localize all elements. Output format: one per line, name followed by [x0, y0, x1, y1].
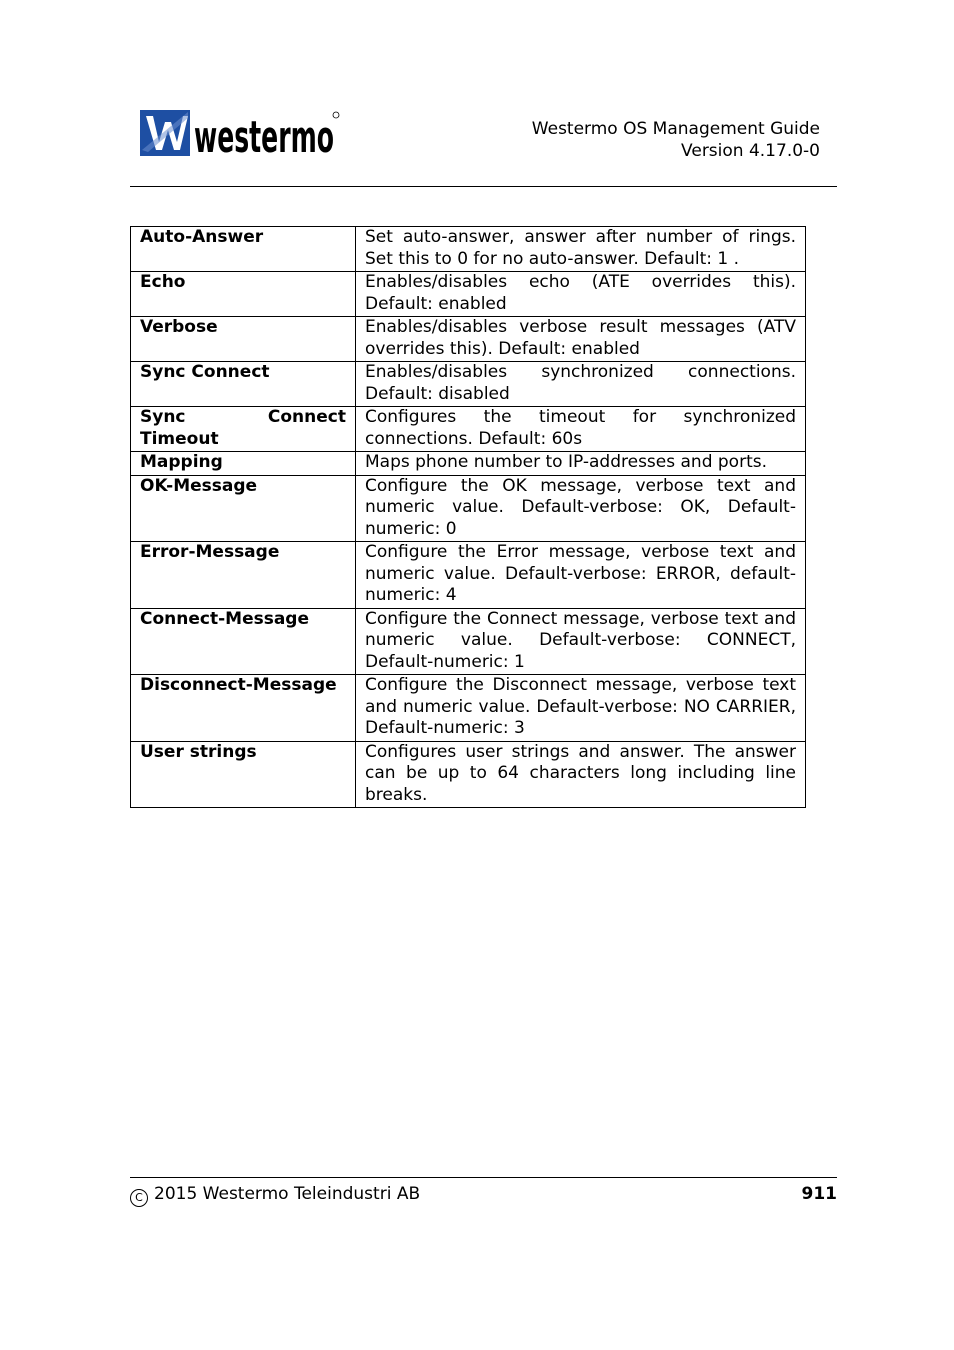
table-row [131, 362, 806, 407]
table-row [131, 475, 806, 542]
parameter-name: User strings [131, 741, 356, 808]
parameter-description: Enables/disables synchronized connections. Default: disabled [356, 362, 806, 407]
parameter-name: Sync Connect [131, 362, 356, 407]
parameter-table [130, 226, 806, 808]
parameter-name: Error-Message [131, 542, 356, 609]
table-row [131, 317, 806, 362]
table-row [131, 542, 806, 609]
parameter-description: Enables/disables verbose result messages (ATV overrides this). Default: enabled [356, 317, 806, 362]
parameter-name: Echo [131, 272, 356, 317]
parameter-name: Verbose [131, 317, 356, 362]
parameter-description: Set auto-answer, answer after number of rings. Set this to 0 for no auto-answer. Default: 1 . [356, 227, 806, 272]
parameter-description: Maps phone number to IP-addresses and ports. [356, 452, 806, 476]
parameter-description: Configure the Disconnect message, verbose text and numeric value. Default-verbose: NO CARRIER, Default-numeric: 3 [356, 675, 806, 742]
parameter-description: Configure the Error message, verbose text and numeric value. Default-verbose: ERROR, default-numeric: 4 [356, 542, 806, 609]
table-row [131, 608, 806, 675]
westermo-logo [140, 110, 340, 163]
parameter-name: Auto-Answer [131, 227, 356, 272]
page-footer [130, 1177, 837, 1204]
guide-title: Westermo OS Management Guide [531, 119, 820, 139]
table-row [131, 272, 806, 317]
table-row [131, 227, 806, 272]
table-row [131, 452, 806, 476]
parameter-description: Configure the OK message, verbose text and numeric value. Default-verbose: OK, Default-numeric: 0 [356, 475, 806, 542]
header-text [532, 118, 820, 162]
parameter-table-body [131, 227, 806, 808]
copyright-text: 2015 Westermo Teleindustri AB [154, 1184, 421, 1204]
parameter-name: Connect-Message [131, 608, 356, 675]
guide-version: Version 4.17.0-0 [681, 141, 820, 161]
parameter-description: Configures user strings and answer. The answer can be up to 64 characters long including line breaks. [356, 741, 806, 808]
logo-wordmark: westermo [194, 112, 334, 163]
page-number: 911 [801, 1184, 837, 1204]
copyright-notice [130, 1183, 420, 1207]
table-row [131, 407, 806, 452]
parameter-name: Mapping [131, 452, 356, 476]
parameter-name: Disconnect-Message [131, 675, 356, 742]
copyright-icon: C [130, 1189, 148, 1207]
table-row [131, 675, 806, 742]
parameter-description: Configures the timeout for synchronized connections. Default: 60s [356, 407, 806, 452]
table-row [131, 741, 806, 808]
parameter-description: Enables/disables echo (ATE overrides this). Default: enabled [356, 272, 806, 317]
parameter-name: Sync Connect Timeout [131, 407, 356, 452]
page-header [130, 108, 837, 187]
parameter-name: OK-Message [131, 475, 356, 542]
parameter-description: Configure the Connect message, verbose text and numeric value. Default-verbose: CONNECT, Default-numeric: 1 [356, 608, 806, 675]
